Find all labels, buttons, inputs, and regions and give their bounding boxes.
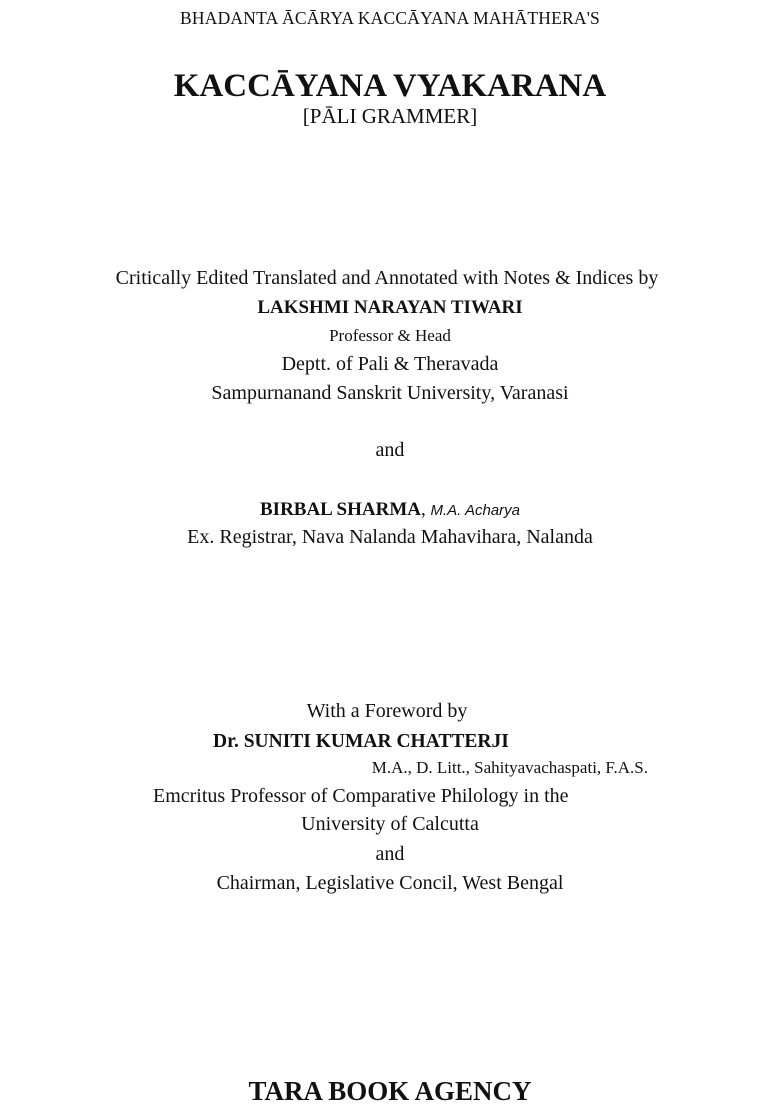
- foreword-intro: With a Foreword by: [306, 700, 468, 722]
- editor2-degree: M.A. Acharya: [430, 502, 520, 519]
- foreword-position-2: University of Calcutta: [301, 813, 479, 835]
- foreword-conjunction: and: [375, 843, 405, 865]
- editors-intro: Critically Edited Translated and Annotated with Notes & Indices by: [115, 267, 659, 289]
- foreword-author-degrees: M.A., D. Litt., Sahityavachaspati, F.A.S.: [371, 758, 648, 777]
- book-title: KACCĀYANA VYAKARANA: [173, 68, 607, 104]
- foreword-position-3: Chairman, Legislative Concil, West Bengal: [216, 872, 564, 894]
- foreword-position-1: Emcritus Professor of Comparative Philology in the: [153, 785, 569, 807]
- publisher: TARA BOOK AGENCY: [248, 1076, 532, 1106]
- editor2-name: BIRBAL SHARMA: [260, 499, 421, 520]
- book-subtitle: [PĀLI GRAMMER]: [302, 104, 478, 128]
- foreword-author-name: Dr. SUNITI KUMAR CHATTERJI: [213, 731, 509, 752]
- editors-conjunction: and: [375, 439, 405, 461]
- editor2-line: [0, 500, 780, 519]
- comma: ,: [421, 499, 431, 520]
- editor1-department: Deptt. of Pali & Theravada: [281, 353, 499, 375]
- editor1-name: LAKSHMI NARAYAN TIWARI: [257, 297, 523, 318]
- editor2-position: Ex. Registrar, Nava Nalanda Mahavihara, Nalanda: [187, 526, 593, 548]
- editor1-position: Professor & Head: [329, 326, 451, 345]
- author-line: BHADANTA ĀCĀRYA KACCĀYANA MAHĀTHERA'S: [180, 8, 600, 28]
- editor1-institution: Sampurnanand Sanskrit University, Varanasi: [211, 382, 569, 404]
